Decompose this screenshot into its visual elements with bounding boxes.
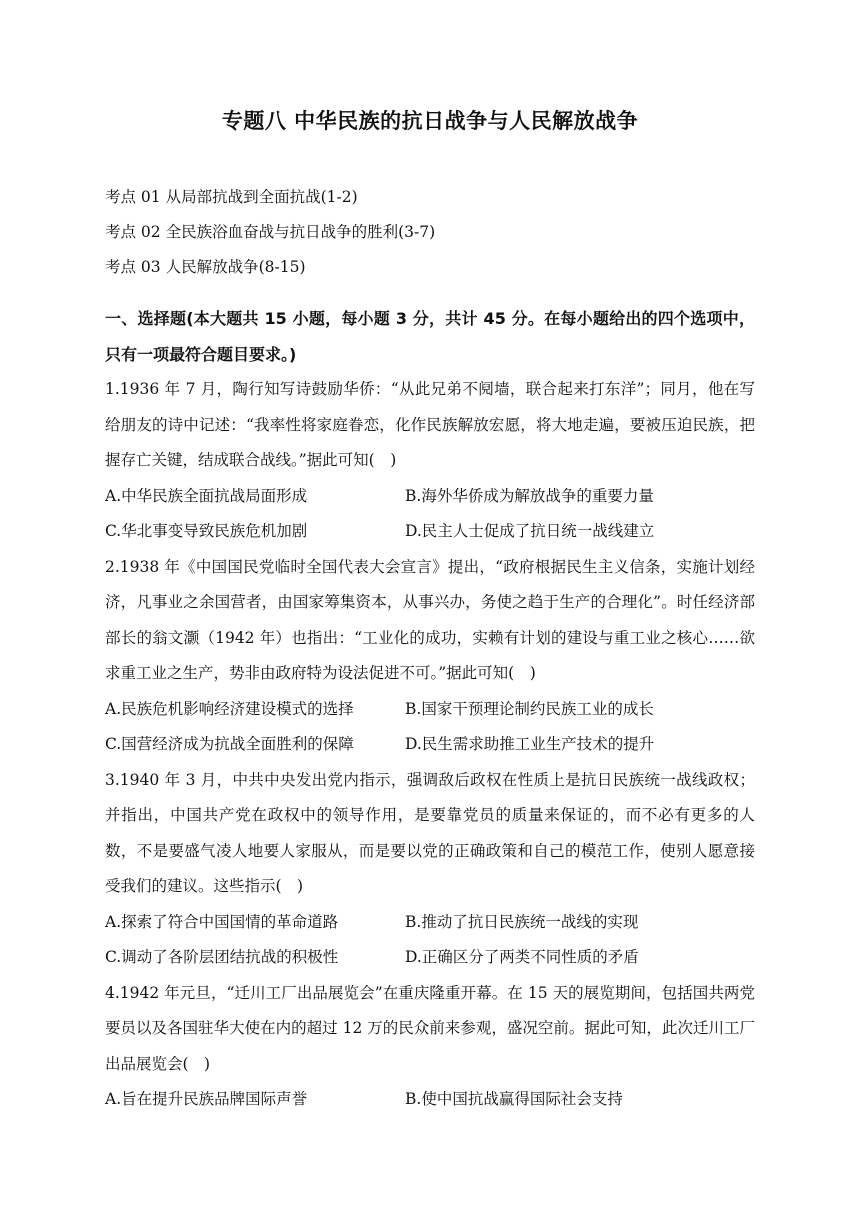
option-c: C.调动了各阶层团结抗战的积极性 (105, 948, 339, 966)
question-text: 1.1936 年 7 月，陶行知写诗鼓励华侨：“从此兄弟不阋墙，联合起来打东洋”；同月，他在写给朋友的诗中记述：“我率性将家庭眷恋，化作民族解放宏愿，将大地走遍，要被压迫民族，把握存亡关键，结成联合战线。”据此可知( ) (105, 380, 755, 469)
option-c: C.国营经济成为抗战全面胜利的保障 (105, 735, 354, 753)
kaodian-item: 考点 03 人民解放战争(8-15) (105, 258, 306, 276)
option-d: D.民主人士促成了抗日统一战线建立 (405, 522, 655, 540)
kaodian-item: 考点 01 从局部抗战到全面抗战(1-2) (105, 188, 358, 206)
question-text: 4.1942 年元旦，“迁川工厂出品展览会”在重庆隆重开幕。在 15 天的展览期间，包括国共两党要员以及各国驻华大使在内的超过 12 万的民众前来参观，盛况空前。据此可知，此次迁川工厂出品展览会( ) (105, 983, 755, 1073)
option-c: C.华北事变导致民族危机加剧 (105, 522, 308, 540)
kaodian-item: 考点 02 全民族浴血奋战与抗日战争的胜利(3-7) (105, 223, 436, 241)
option-d: D.正确区分了两类不同性质的矛盾 (405, 948, 639, 966)
option-a: A.中华民族全面抗战局面形成 (105, 486, 308, 505)
option-d: D.民生需求助推工业生产技术的提升 (405, 735, 655, 753)
option-b: B.国家干预理论制约民族工业的成长 (405, 699, 654, 718)
question-3 (105, 763, 755, 976)
option-b: B.海外华侨成为解放战争的重要力量 (405, 486, 654, 505)
question-4 (105, 976, 755, 1118)
question-options (105, 905, 755, 976)
question-options (105, 692, 755, 763)
document-page (105, 100, 755, 1118)
question-options (105, 1082, 755, 1118)
question-2 (105, 550, 755, 763)
section-heading: 一、选择题(本大题共 15 小题，每小题 3 分，共计 45 分。在每小题给出的四个选项中，只有一项最符合题目要求。) (105, 309, 755, 364)
question-text: 2.1938 年《中国国民党临时全国代表大会宣言》提出，“政府根据民生主义信条，实施计划经济，凡事业之余国营者，由国家筹集资本，从事兴办，务使之趋于生产的合理化”。时任经济部部长的翁文灏（1942 年）也指出：“工业化的成功，实赖有计划的建设与重工业之核心……欲求重工业之生产，势非由政府特为设法促进不可。”据此可知( ) (105, 557, 755, 682)
question-options (105, 479, 755, 550)
option-b: B.使中国抗战赢得国际社会支持 (405, 1090, 623, 1108)
option-a: A.探索了符合中国国情的革命道路 (105, 912, 339, 931)
question-1 (105, 372, 755, 550)
question-text: 3.1940 年 3 月，中共中央发出党内指示，强调敌后政权在性质上是抗日民族统一战线政权；并指出，中国共产党在政权中的领导作用，是要靠党员的质量来保证的，而不必有更多的人数，不是要盛气凌人地要人家服从，而是要以党的正确政策和自己的模范工作，使别人愿意接受我们的建议。这些指示( ) (105, 770, 755, 895)
option-a: A.旨在提升民族品牌国际声誉 (105, 1090, 308, 1108)
kaodian-list (105, 180, 755, 285)
option-a: A.民族危机影响经济建设模式的选择 (105, 699, 354, 718)
option-b: B.推动了抗日民族统一战线的实现 (405, 912, 639, 931)
document-title: 专题八 中华民族的抗日战争与人民解放战争 (221, 109, 639, 133)
